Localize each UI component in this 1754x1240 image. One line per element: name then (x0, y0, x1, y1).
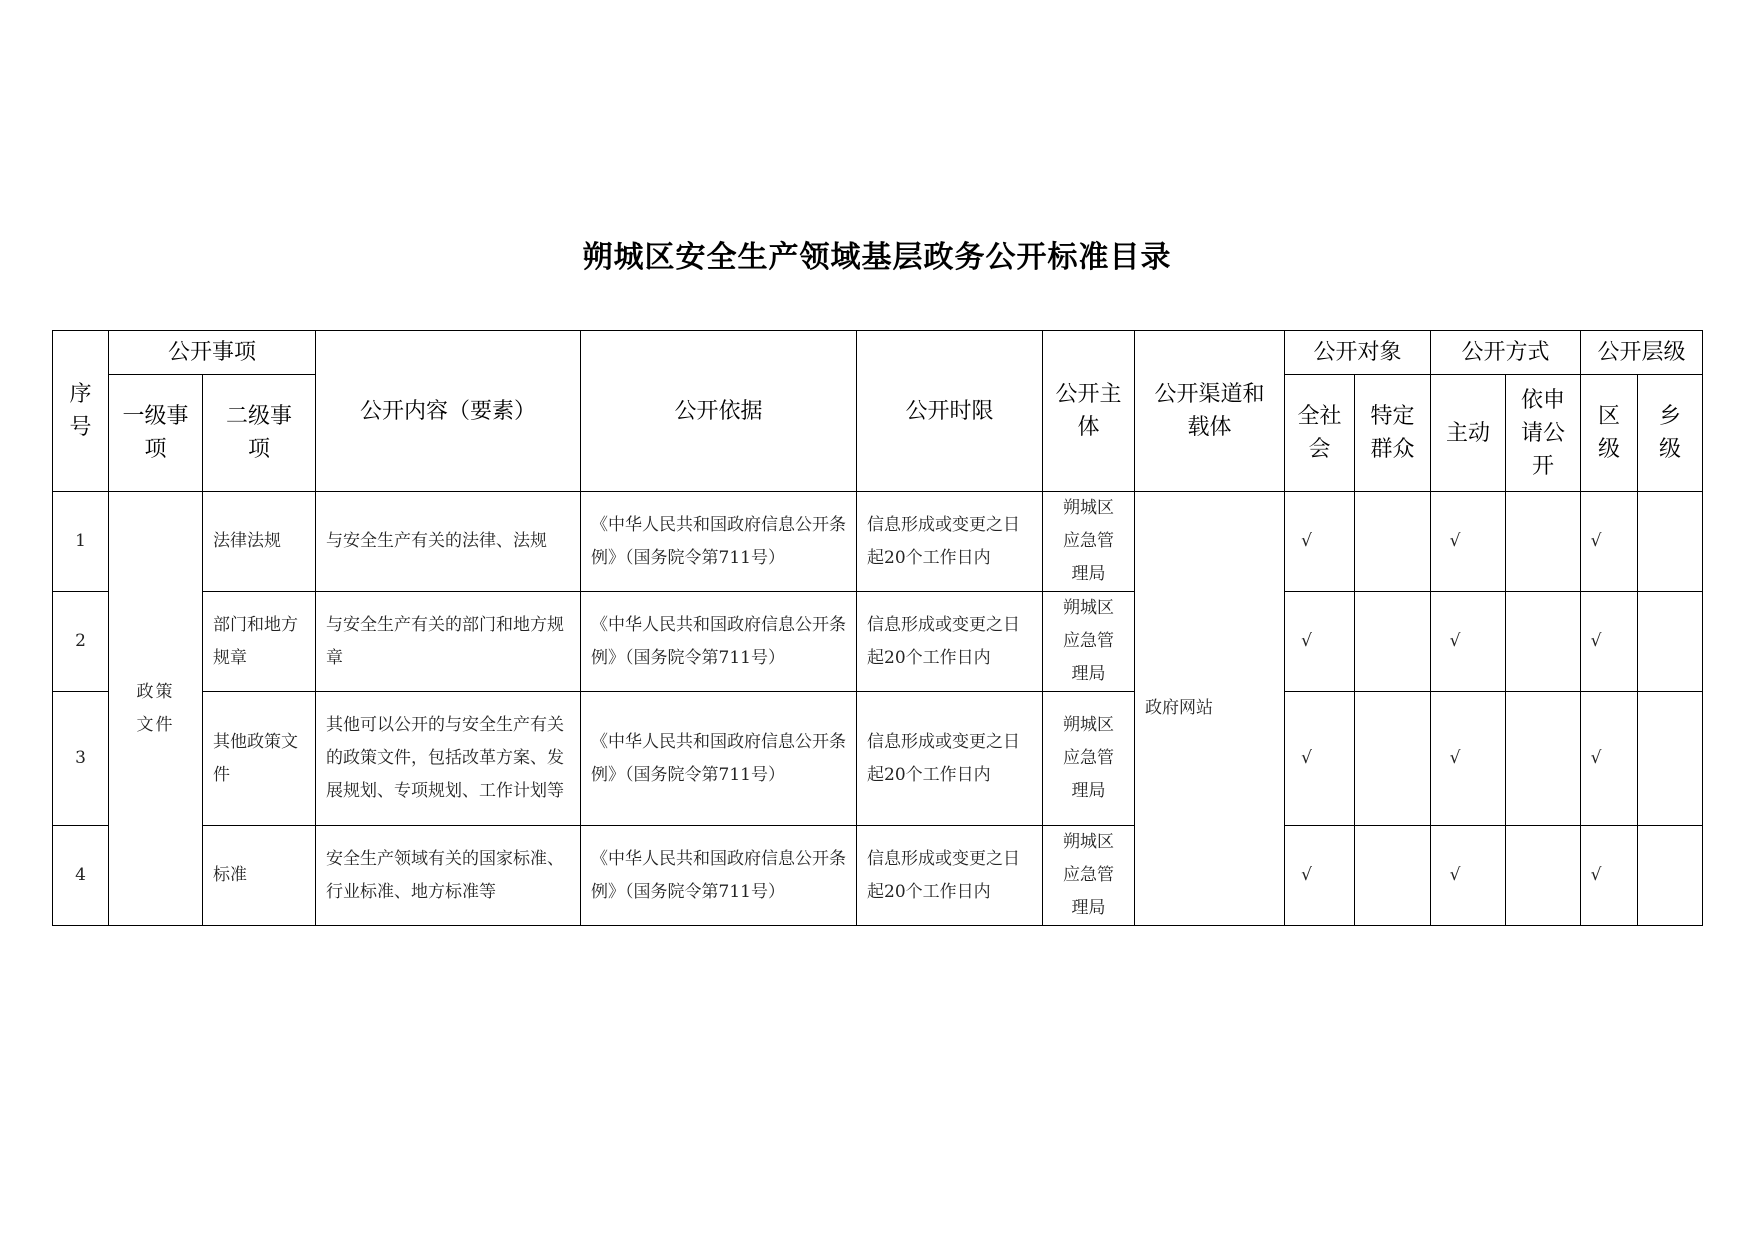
row-content: 其他可以公开的与安全生产有关的政策文件，包括改革方案、发展规划、专项规划、工作计划等 (316, 692, 581, 826)
header-seq: 序号 (53, 331, 109, 492)
row-active: √ (1431, 492, 1506, 592)
row-all-society: √ (1285, 826, 1355, 926)
header-level1: 一级事项 (109, 375, 203, 492)
row-seq: 1 (53, 492, 109, 592)
row-seq: 3 (53, 692, 109, 826)
header-level2: 二级事项 (203, 375, 316, 492)
row-district: √ (1581, 826, 1638, 926)
row-township (1638, 592, 1703, 692)
row-time-limit: 信息形成或变更之日起20个工作日内 (857, 826, 1043, 926)
row-subject: 朔城区应急管理局 (1043, 826, 1135, 926)
row-district: √ (1581, 592, 1638, 692)
row-level2: 法律法规 (203, 492, 316, 592)
row-time-limit: 信息形成或变更之日起20个工作日内 (857, 492, 1043, 592)
row-basis: 《中华人民共和国政府信息公开条例》（国务院令第711号） (581, 592, 857, 692)
row-subject: 朔城区应急管理局 (1043, 592, 1135, 692)
header-object-group: 公开对象 (1285, 331, 1431, 375)
row-all-society: √ (1285, 492, 1355, 592)
row-specific-group (1355, 492, 1431, 592)
row-subject: 朔城区应急管理局 (1043, 492, 1135, 592)
header-subject: 公开主体 (1043, 331, 1135, 492)
header-basis: 公开依据 (581, 331, 857, 492)
header-district: 区级 (1581, 375, 1638, 492)
row-content: 安全生产领域有关的国家标准、行业标准、地方标准等 (316, 826, 581, 926)
row-active: √ (1431, 592, 1506, 692)
row-basis: 《中华人民共和国政府信息公开条例》（国务院令第711号） (581, 492, 857, 592)
header-specific-group: 特定群众 (1355, 375, 1431, 492)
header-time-limit: 公开时限 (857, 331, 1043, 492)
header-on-request: 依申请公开 (1506, 375, 1581, 492)
row-subject: 朔城区应急管理局 (1043, 692, 1135, 826)
row-level2: 其他政策文件 (203, 692, 316, 826)
catalog-table (52, 330, 1703, 926)
row-seq: 2 (53, 592, 109, 692)
row-on-request (1506, 692, 1581, 826)
row-district: √ (1581, 492, 1638, 592)
row-time-limit: 信息形成或变更之日起20个工作日内 (857, 592, 1043, 692)
row-township (1638, 492, 1703, 592)
row-specific-group (1355, 592, 1431, 692)
row-all-society: √ (1285, 692, 1355, 826)
header-method-group: 公开方式 (1431, 331, 1581, 375)
row-on-request (1506, 492, 1581, 592)
row-township (1638, 826, 1703, 926)
header-level-group: 公开层级 (1581, 331, 1703, 375)
row-active: √ (1431, 826, 1506, 926)
header-township: 乡级 (1638, 375, 1703, 492)
table-row (53, 592, 1703, 692)
row-on-request (1506, 826, 1581, 926)
row-basis: 《中华人民共和国政府信息公开条例》（国务院令第711号） (581, 692, 857, 826)
row-basis: 《中华人民共和国政府信息公开条例》（国务院令第711号） (581, 826, 857, 926)
header-items-group: 公开事项 (109, 331, 316, 375)
row-all-society: √ (1285, 592, 1355, 692)
row-time-limit: 信息形成或变更之日起20个工作日内 (857, 692, 1043, 826)
channel-cell: 政府网站 (1135, 492, 1285, 926)
row-township (1638, 692, 1703, 826)
row-content: 与安全生产有关的法律、法规 (316, 492, 581, 592)
row-on-request (1506, 592, 1581, 692)
row-content: 与安全生产有关的部门和地方规章 (316, 592, 581, 692)
row-level2: 标准 (203, 826, 316, 926)
level1-cell: 政策文件 (109, 492, 203, 926)
row-level2: 部门和地方规章 (203, 592, 316, 692)
table-row (53, 492, 1703, 592)
row-specific-group (1355, 692, 1431, 826)
header-content: 公开内容（要素） (316, 331, 581, 492)
row-active: √ (1431, 692, 1506, 826)
header-channel: 公开渠道和载体 (1135, 331, 1285, 492)
page-title: 朔城区安全生产领域基层政务公开标准目录 (582, 240, 1172, 275)
row-seq: 4 (53, 826, 109, 926)
row-specific-group (1355, 826, 1431, 926)
header-all-society: 全社会 (1285, 375, 1355, 492)
header-active: 主动 (1431, 375, 1506, 492)
table-row (53, 826, 1703, 926)
table-row (53, 692, 1703, 826)
row-district: √ (1581, 692, 1638, 826)
